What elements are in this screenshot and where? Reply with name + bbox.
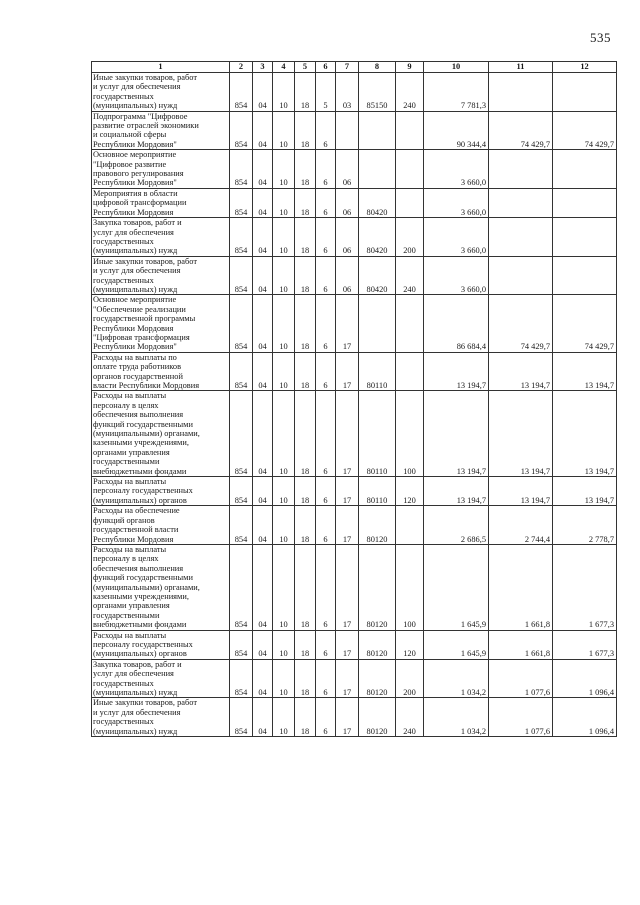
code-cell-c3: 04	[253, 111, 273, 150]
code-cell-c3: 04	[253, 150, 273, 189]
row-name-line: и услуг для обеспечения	[93, 82, 181, 92]
row-name-line: цифровой трансформации	[93, 198, 187, 208]
column-header: 12	[553, 62, 617, 73]
code-cell-c3: 04	[253, 295, 273, 352]
row-name-line: правового регулирования	[93, 169, 184, 179]
table-row	[92, 218, 617, 257]
row-name-line: государственной программы	[93, 314, 196, 324]
code-cell-c2: 854	[230, 544, 253, 630]
code-cell-c8: 80120	[359, 544, 396, 630]
code-cell-c2: 854	[230, 659, 253, 698]
amount-cell-c11: 74 429,7	[489, 295, 553, 352]
code-cell-c8: 80110	[359, 477, 396, 506]
code-cell-c3: 04	[253, 256, 273, 295]
code-cell-c5: 18	[295, 295, 316, 352]
code-cell-c4: 10	[273, 477, 295, 506]
code-cell-c4: 10	[273, 630, 295, 659]
code-cell-c2: 854	[230, 630, 253, 659]
row-name-line: государственных	[93, 91, 154, 101]
code-cell-c7: 17	[336, 477, 359, 506]
row-name-line: "Цифровое развитие	[93, 159, 167, 169]
code-cell-c3: 04	[253, 544, 273, 630]
row-name-line: Иные закупки товаров, работ	[93, 698, 197, 708]
row-name-line: (муниципальных) нужд	[93, 284, 178, 294]
column-header: 4	[273, 62, 295, 73]
code-cell-c4: 10	[273, 188, 295, 217]
code-cell-c8: 80110	[359, 352, 396, 391]
amount-cell-c11: 2 744,4	[489, 506, 553, 545]
code-cell-c7: 06	[336, 218, 359, 257]
code-cell-c2: 854	[230, 218, 253, 257]
row-name-line: персоналу в целях	[93, 400, 159, 410]
amount-cell-c10: 13 194,7	[424, 477, 489, 506]
amount-cell-c11	[489, 188, 553, 217]
row-name-line: государственных	[93, 275, 154, 285]
code-cell-c9: 200	[396, 659, 424, 698]
row-name-line: (муниципальными) органами,	[93, 582, 200, 592]
row-name-line: (муниципальных) нужд	[93, 688, 178, 697]
row-name-line: Закупка товаров, работ и	[93, 659, 182, 669]
row-name-line: Расходы на обеспечение	[93, 506, 180, 516]
code-cell-c5: 18	[295, 73, 316, 112]
row-name-cell	[92, 256, 230, 295]
row-name-cell	[92, 73, 230, 112]
code-cell-c2: 854	[230, 506, 253, 545]
amount-cell-c12: 74 429,7	[553, 295, 617, 352]
row-name-cell	[92, 218, 230, 257]
row-name-line: и услуг для обеспечения	[93, 707, 181, 717]
row-name-line: (муниципальных) органов	[93, 495, 187, 505]
row-name-line: функций органов	[93, 515, 155, 525]
code-cell-c9: 240	[396, 256, 424, 295]
code-cell-c7: 17	[336, 698, 359, 737]
table-row	[92, 659, 617, 698]
code-cell-c3: 04	[253, 352, 273, 391]
amount-cell-c12: 1 096,4	[553, 698, 617, 737]
code-cell-c7	[336, 111, 359, 150]
table-row	[92, 506, 617, 545]
amount-cell-c10: 3 660,0	[424, 218, 489, 257]
row-name-line: Республики Мордовия"	[93, 342, 177, 352]
amount-cell-c12	[553, 256, 617, 295]
row-name-cell	[92, 352, 230, 391]
row-name-line: персоналу в целях	[93, 554, 159, 564]
row-name-line: органами управления	[93, 601, 170, 611]
code-cell-c9	[396, 188, 424, 217]
amount-cell-c12: 1 677,3	[553, 544, 617, 630]
code-cell-c2: 854	[230, 477, 253, 506]
row-name-line: оплате труда работников	[93, 362, 182, 372]
row-name-line: (муниципальных) нужд	[93, 726, 178, 736]
row-name-line: и услуг для обеспечения	[93, 266, 181, 276]
column-header: 5	[295, 62, 316, 73]
code-cell-c7: 06	[336, 188, 359, 217]
code-cell-c4: 10	[273, 659, 295, 698]
code-cell-c9	[396, 295, 424, 352]
code-cell-c5: 18	[295, 150, 316, 189]
row-name-cell	[92, 477, 230, 506]
code-cell-c9: 100	[396, 391, 424, 477]
code-cell-c6: 6	[316, 659, 336, 698]
code-cell-c3: 04	[253, 188, 273, 217]
code-cell-c4: 10	[273, 256, 295, 295]
table-row	[92, 295, 617, 352]
code-cell-c6: 6	[316, 698, 336, 737]
code-cell-c4: 10	[273, 506, 295, 545]
code-cell-c4: 10	[273, 544, 295, 630]
amount-cell-c11: 74 429,7	[489, 111, 553, 150]
row-name-line: Расходы на выплаты	[93, 477, 167, 487]
code-cell-c4: 10	[273, 352, 295, 391]
code-cell-c6: 6	[316, 256, 336, 295]
code-cell-c9	[396, 150, 424, 189]
code-cell-c4: 10	[273, 150, 295, 189]
table-row	[92, 698, 617, 737]
column-header: 11	[489, 62, 553, 73]
code-cell-c9	[396, 111, 424, 150]
row-name-line: Подпрограмма "Цифровое	[93, 111, 188, 121]
code-cell-c9	[396, 506, 424, 545]
code-cell-c4: 10	[273, 218, 295, 257]
amount-cell-c10: 3 660,0	[424, 256, 489, 295]
row-name-line: государственными	[93, 610, 160, 620]
row-name-line: Расходы на выплаты по	[93, 352, 177, 362]
row-name-line: Иные закупки товаров, работ	[93, 73, 197, 82]
row-name-line: персоналу государственных	[93, 486, 193, 496]
amount-cell-c10: 1 645,9	[424, 544, 489, 630]
amount-cell-c10: 3 660,0	[424, 150, 489, 189]
row-name-cell	[92, 150, 230, 189]
amount-cell-c12: 74 429,7	[553, 111, 617, 150]
row-name-cell	[92, 295, 230, 352]
column-header: 8	[359, 62, 396, 73]
amount-cell-c11	[489, 150, 553, 189]
row-name-line: и социальной сферы	[93, 130, 167, 140]
amount-cell-c11: 1 661,8	[489, 630, 553, 659]
code-cell-c3: 04	[253, 659, 273, 698]
row-name-line: Мероприятия в области	[93, 188, 178, 198]
amount-cell-c10: 13 194,7	[424, 391, 489, 477]
row-name-line: Основное мероприятие	[93, 150, 177, 160]
code-cell-c2: 854	[230, 111, 253, 150]
code-cell-c9: 240	[396, 698, 424, 737]
table-row	[92, 256, 617, 295]
table-row	[92, 391, 617, 477]
code-cell-c9: 100	[396, 544, 424, 630]
column-header: 3	[253, 62, 273, 73]
code-cell-c6: 6	[316, 218, 336, 257]
code-cell-c7: 17	[336, 630, 359, 659]
code-cell-c8	[359, 295, 396, 352]
code-cell-c8: 80420	[359, 188, 396, 217]
code-cell-c8: 80110	[359, 391, 396, 477]
column-header: 10	[424, 62, 489, 73]
row-name-line: Закупка товаров, работ и	[93, 218, 182, 228]
code-cell-c8: 80420	[359, 256, 396, 295]
amount-cell-c10: 90 344,4	[424, 111, 489, 150]
row-name-cell	[92, 544, 230, 630]
code-cell-c6: 6	[316, 111, 336, 150]
amount-cell-c11	[489, 256, 553, 295]
code-cell-c9	[396, 352, 424, 391]
amount-cell-c12	[553, 73, 617, 112]
code-cell-c9: 120	[396, 477, 424, 506]
column-header: 2	[230, 62, 253, 73]
code-cell-c4: 10	[273, 391, 295, 477]
amount-cell-c11: 1 661,8	[489, 544, 553, 630]
table-row	[92, 111, 617, 150]
amount-cell-c12: 13 194,7	[553, 391, 617, 477]
amount-cell-c11: 1 077,6	[489, 698, 553, 737]
code-cell-c6: 6	[316, 630, 336, 659]
code-cell-c6: 6	[316, 150, 336, 189]
amount-cell-c11: 13 194,7	[489, 352, 553, 391]
code-cell-c9: 200	[396, 218, 424, 257]
column-header: 9	[396, 62, 424, 73]
row-name-line: "Обеспечение реализации	[93, 304, 186, 314]
code-cell-c5: 18	[295, 256, 316, 295]
code-cell-c8: 80120	[359, 630, 396, 659]
row-name-line: органами управления	[93, 447, 170, 457]
amount-cell-c10: 2 686,5	[424, 506, 489, 545]
code-cell-c8	[359, 111, 396, 150]
code-cell-c5: 18	[295, 698, 316, 737]
table-row	[92, 188, 617, 217]
row-name-line: "Цифровая трансформация	[93, 332, 190, 342]
amount-cell-c12: 13 194,7	[553, 352, 617, 391]
code-cell-c5: 18	[295, 352, 316, 391]
row-name-line: услуг для обеспечения	[93, 227, 174, 237]
code-cell-c3: 04	[253, 630, 273, 659]
code-cell-c7: 17	[336, 295, 359, 352]
table-row	[92, 150, 617, 189]
code-cell-c3: 04	[253, 391, 273, 477]
row-name-line: персоналу государственных	[93, 639, 193, 649]
code-cell-c5: 18	[295, 111, 316, 150]
code-cell-c5: 18	[295, 218, 316, 257]
code-cell-c7: 06	[336, 150, 359, 189]
amount-cell-c12	[553, 188, 617, 217]
code-cell-c7: 17	[336, 391, 359, 477]
row-name-line: функций государственными	[93, 573, 193, 583]
amount-cell-c11	[489, 218, 553, 257]
row-name-line: Расходы на выплаты	[93, 630, 167, 640]
code-cell-c7: 03	[336, 73, 359, 112]
code-cell-c8: 85150	[359, 73, 396, 112]
row-name-cell	[92, 698, 230, 737]
row-name-cell	[92, 506, 230, 545]
amount-cell-c10: 1 034,2	[424, 698, 489, 737]
code-cell-c7: 17	[336, 506, 359, 545]
code-cell-c8: 80120	[359, 659, 396, 698]
code-cell-c5: 18	[295, 391, 316, 477]
code-cell-c8	[359, 150, 396, 189]
table-row	[92, 73, 617, 112]
amount-cell-c12: 1 096,4	[553, 659, 617, 698]
code-cell-c3: 04	[253, 477, 273, 506]
amount-cell-c11: 13 194,7	[489, 477, 553, 506]
table-row	[92, 352, 617, 391]
code-cell-c7: 06	[336, 256, 359, 295]
row-name-line: развитие отраслей экономики	[93, 121, 199, 131]
code-cell-c6: 5	[316, 73, 336, 112]
row-name-line: Основное мероприятие	[93, 295, 177, 305]
amount-cell-c10: 7 781,3	[424, 73, 489, 112]
code-cell-c9: 120	[396, 630, 424, 659]
code-cell-c7: 17	[336, 544, 359, 630]
code-cell-c4: 10	[273, 295, 295, 352]
row-name-cell	[92, 659, 230, 698]
page-number: 535	[590, 30, 611, 45]
row-name-cell	[92, 391, 230, 477]
amount-cell-c10: 1 034,2	[424, 659, 489, 698]
row-name-line: внебюджетными фондами	[93, 466, 187, 476]
amount-cell-c11	[489, 73, 553, 112]
amount-cell-c10: 13 194,7	[424, 352, 489, 391]
row-name-line: государственными	[93, 457, 160, 467]
row-name-cell	[92, 188, 230, 217]
row-name-line: (муниципальными) органами,	[93, 429, 200, 439]
amount-cell-c10: 3 660,0	[424, 188, 489, 217]
row-name-line: казенными учреждениями,	[93, 591, 189, 601]
code-cell-c4: 10	[273, 73, 295, 112]
row-name-line: Расходы на выплаты	[93, 391, 167, 401]
row-name-line: Республики Мордовия"	[93, 178, 177, 188]
code-cell-c8: 80120	[359, 506, 396, 545]
table-row	[92, 630, 617, 659]
code-cell-c2: 854	[230, 150, 253, 189]
code-cell-c2: 854	[230, 256, 253, 295]
row-name-cell	[92, 630, 230, 659]
table-row	[92, 477, 617, 506]
row-name-line: органов государственной	[93, 371, 183, 381]
code-cell-c6: 6	[316, 477, 336, 506]
code-cell-c4: 10	[273, 698, 295, 737]
column-header: 7	[336, 62, 359, 73]
code-cell-c6: 6	[316, 188, 336, 217]
row-name-line: государственных	[93, 717, 154, 727]
row-name-line: услуг для обеспечения	[93, 669, 174, 679]
code-cell-c2: 854	[230, 391, 253, 477]
row-name-cell	[92, 111, 230, 150]
table-row	[92, 544, 617, 630]
row-name-line: Иные закупки товаров, работ	[93, 256, 197, 266]
amount-cell-c12: 2 778,7	[553, 506, 617, 545]
amount-cell-c12: 13 194,7	[553, 477, 617, 506]
code-cell-c7: 17	[336, 659, 359, 698]
code-cell-c6: 6	[316, 295, 336, 352]
code-cell-c4: 10	[273, 111, 295, 150]
code-cell-c8: 80120	[359, 698, 396, 737]
code-cell-c8: 80420	[359, 218, 396, 257]
row-name-line: казенными учреждениями,	[93, 438, 189, 448]
row-name-line: обеспечения выполнения	[93, 563, 184, 573]
row-name-line: государственной власти	[93, 525, 179, 535]
code-cell-c7: 17	[336, 352, 359, 391]
code-cell-c6: 6	[316, 544, 336, 630]
amount-cell-c11: 13 194,7	[489, 391, 553, 477]
row-name-line: функций государственными	[93, 419, 193, 429]
row-name-line: обеспечения выполнения	[93, 410, 184, 420]
code-cell-c6: 6	[316, 391, 336, 477]
row-name-line: (муниципальных) органов	[93, 649, 187, 659]
code-cell-c2: 854	[230, 73, 253, 112]
code-cell-c6: 6	[316, 506, 336, 545]
row-name-line: власти Республики Мордовия	[93, 381, 200, 390]
code-cell-c2: 854	[230, 698, 253, 737]
code-cell-c5: 18	[295, 506, 316, 545]
row-name-line: (муниципальных) нужд	[93, 246, 178, 256]
budget-table	[91, 61, 617, 737]
code-cell-c3: 04	[253, 218, 273, 257]
amount-cell-c10: 1 645,9	[424, 630, 489, 659]
row-name-line: государственных	[93, 678, 154, 688]
code-cell-c2: 854	[230, 295, 253, 352]
code-cell-c5: 18	[295, 544, 316, 630]
code-cell-c6: 6	[316, 352, 336, 391]
code-cell-c5: 18	[295, 659, 316, 698]
code-cell-c3: 04	[253, 73, 273, 112]
code-cell-c5: 18	[295, 477, 316, 506]
code-cell-c9: 240	[396, 73, 424, 112]
amount-cell-c12: 1 677,3	[553, 630, 617, 659]
row-name-line: Расходы на выплаты	[93, 544, 167, 554]
amount-cell-c12	[553, 218, 617, 257]
row-name-line: внебюджетными фондами	[93, 620, 187, 630]
code-cell-c2: 854	[230, 188, 253, 217]
row-name-line: Республики Мордовия"	[93, 139, 177, 149]
row-name-line: государственных	[93, 236, 154, 246]
row-name-line: Республики Мордовия	[93, 323, 174, 333]
code-cell-c2: 854	[230, 352, 253, 391]
header-row	[92, 62, 617, 73]
table-body	[92, 73, 617, 737]
row-name-line: Республики Мордовия	[93, 534, 174, 544]
amount-cell-c10: 86 684,4	[424, 295, 489, 352]
column-header: 6	[316, 62, 336, 73]
row-name-line: (муниципальных) нужд	[93, 101, 178, 111]
code-cell-c5: 18	[295, 630, 316, 659]
code-cell-c3: 04	[253, 698, 273, 737]
column-header: 1	[92, 62, 230, 73]
code-cell-c3: 04	[253, 506, 273, 545]
amount-cell-c12	[553, 150, 617, 189]
row-name-line: Республики Мордовия	[93, 207, 174, 217]
amount-cell-c11: 1 077,6	[489, 659, 553, 698]
code-cell-c5: 18	[295, 188, 316, 217]
